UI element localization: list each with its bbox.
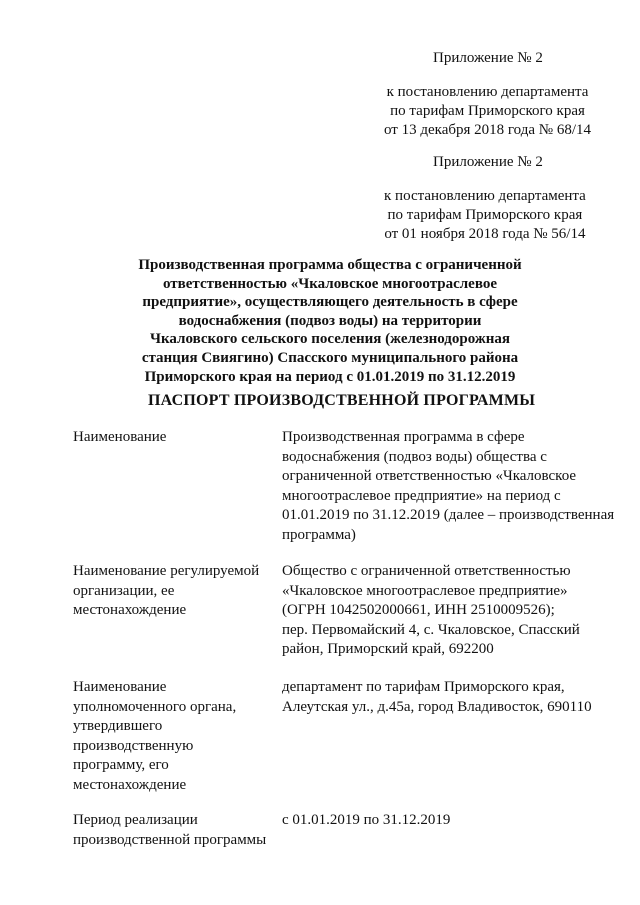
row-value-line: многоотраслевое предприятие» на период с xyxy=(282,487,561,504)
row-value-line: район, Приморский край, 692200 xyxy=(282,641,494,657)
passport-row-value-name xyxy=(282,428,614,545)
annex-original-line: к постановлению департамента xyxy=(384,188,586,204)
row-value-line: Производственная программа в сфере xyxy=(282,429,525,445)
passport-row-value-organization xyxy=(282,562,580,660)
row-label-line: производственной программы xyxy=(73,831,267,848)
annex-current-reference xyxy=(384,83,591,140)
annex-current-line: к постановлению департамента xyxy=(386,84,589,100)
row-value-line: водоснабжения (подвоз воды) общества с xyxy=(282,448,547,465)
row-label-line: местонахождение xyxy=(73,602,187,618)
program-title-line: Приморского края на период с 01.01.2019 по 31.12.2019 xyxy=(144,368,516,385)
program-title-line: Производственная программа общества с ограниченной xyxy=(138,257,522,273)
program-title xyxy=(120,256,540,386)
row-label-line: Период реализации xyxy=(73,812,198,828)
annex-original-reference xyxy=(384,187,586,244)
annex-current-title-text: Приложение № 2 xyxy=(433,50,543,66)
row-value-line: департамент по тарифам Приморского края, xyxy=(282,679,565,695)
annex-original-line: по тарифам Приморского края xyxy=(387,207,583,223)
row-label-line: Наименование xyxy=(73,679,167,695)
row-label-line: уполномоченного органа, xyxy=(73,698,237,715)
annex-original-title-text: Приложение № 2 xyxy=(433,154,543,170)
row-value-line: Общество с ограниченной ответственностью xyxy=(282,563,571,579)
passport-row-label-organization xyxy=(73,562,259,621)
row-value-line: «Чкаловское многоотраслевое предприятие» xyxy=(282,582,568,599)
row-value-line: 01.01.2019 по 31.12.2019 (далее – производственная xyxy=(282,507,615,523)
passport-row-value-period xyxy=(282,811,450,831)
annex-original-line: от 01 ноября 2018 года № 56/14 xyxy=(384,226,586,242)
row-label-line: Наименование xyxy=(73,429,167,445)
row-value-line: программа) xyxy=(282,526,356,543)
program-title-line: предприятие», осуществляющего деятельность в сфере xyxy=(142,294,518,311)
row-label-line: организации, ее xyxy=(73,582,175,599)
row-value-line: пер. Первомайский 4, с. Чкаловское, Спасский xyxy=(282,621,580,638)
program-title-line: ответственностью «Чкаловское многоотраслевое xyxy=(163,275,497,292)
program-title-line: Чкаловского сельского поселения (железнодорожная xyxy=(149,331,510,348)
passport-row-value-authority xyxy=(282,678,592,717)
annex-current-title xyxy=(433,49,543,68)
program-title-line: станция Свиягино) Спасского муниципального района xyxy=(141,349,519,366)
row-value-line: (ОГРН 1042502000661, ИНН 2510009526); xyxy=(282,602,555,618)
row-label-line: программу, его xyxy=(73,757,169,773)
row-value-line: ограниченной ответственностью «Чкаловское xyxy=(282,468,577,484)
row-value-line: с 01.01.2019 по 31.12.2019 xyxy=(282,812,451,828)
annex-original-title xyxy=(433,153,543,172)
row-value-line: Алеутская ул., д.45а, город Владивосток, 690110 xyxy=(282,698,592,715)
row-label-line: Наименование регулируемой xyxy=(73,563,260,579)
annex-current-line: от 13 декабря 2018 года № 68/14 xyxy=(384,122,592,138)
row-label-line: производственную xyxy=(73,737,194,754)
row-label-line: местонахождение xyxy=(73,776,187,793)
passport-row-label-name xyxy=(73,428,166,448)
annex-current-line: по тарифам Приморского края xyxy=(390,103,585,119)
passport-row-label-authority xyxy=(73,678,236,795)
passport-row-label-period xyxy=(73,811,266,850)
program-title-line: водоснабжения (подвоз воды) на территории xyxy=(178,312,482,329)
passport-heading: ПАСПОРТ ПРОИЗВОДСТВЕННОЙ ПРОГРАММЫ xyxy=(148,392,536,409)
row-label-line: утвердившего xyxy=(73,718,163,734)
